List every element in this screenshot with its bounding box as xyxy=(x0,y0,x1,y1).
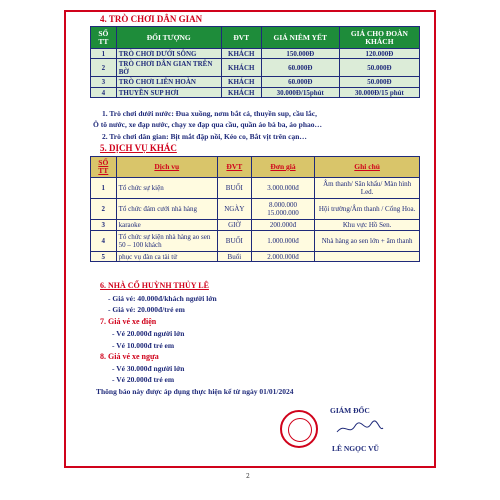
note-water-games-2: Ô tô nước, xe đạp nước, chạy xe đạp qua cầu, quần áo bà ba, áo phao… xyxy=(93,120,323,129)
ecar-child-price: - Vé 10.000đ trẻ em xyxy=(112,341,175,350)
horse-adult-price: - Vé 30.000đ người lớn xyxy=(112,364,185,373)
services-table xyxy=(90,156,420,262)
col-unit: ĐVT xyxy=(217,157,251,178)
note-water-games-1: 1. Trò chơi dưới nước: Đua xuồng, nơm bắt cá, thuyền sup, cầu lắc, xyxy=(102,109,317,118)
section6-title: 6. NHÀ CỔ HUỲNH THỦY LÊ xyxy=(100,281,209,290)
horse-child-price: - Vé 20.000đ trẻ em xyxy=(112,375,175,384)
table-row: 4 Tổ chức sự kiện nhà hàng ao sen 50 – 100 khách BUỔI 1.000.000đ Nhà hàng ao sen lớn + âm thanh xyxy=(91,231,420,252)
house-adult-price: - Giá vé: 40.000đ/khách người lớn xyxy=(108,294,217,303)
col-unit: ĐVT xyxy=(221,27,261,49)
table-row: 2 Tổ chức đám cưới nhà hàng NGÀY 8.000.000 15.000.000 Hội trường/Âm thanh / Cổng Hoa. xyxy=(91,199,420,220)
games-table xyxy=(90,26,420,98)
page-number: 2 xyxy=(246,473,250,480)
ecar-adult-price: - Vé 20.000đ người lớn xyxy=(112,329,185,338)
section7-title: 7. Giá vé xe điện xyxy=(100,317,157,326)
section4-title: 4. TRÒ CHƠI DÂN GIAN xyxy=(100,14,203,24)
table-row: 2 TRÒ CHƠI DÂN GIAN TRÊN BỜ KHÁCH 60.000Đ 50.000Đ xyxy=(91,59,420,77)
house-child-price: - Giá vé: 20.000đ/trẻ em xyxy=(108,305,185,314)
table-row: 1 Tổ chức sự kiện BUỔI 3.000.000đ Âm thanh/ Sân khấu/ Màn hình Led. xyxy=(91,178,420,199)
signer-name: LÊ NGỌC VŨ xyxy=(332,444,379,453)
col-no: SỐ TT xyxy=(91,157,117,178)
official-seal xyxy=(280,410,318,448)
table-row: 5 phục vụ đàn ca tài tử Buổi 2.000.000đ xyxy=(91,252,420,262)
table-row: 3 karaoke GIỜ 200.000đ Khu vực Hồ Sen. xyxy=(91,220,420,231)
col-no: SỐ TT xyxy=(91,27,117,49)
signature-scribble xyxy=(335,418,385,438)
section5-title: 5. DỊCH VỤ KHÁC xyxy=(100,143,177,153)
section8-title: 8. Giá vé xe ngựa xyxy=(100,352,159,361)
table-row: 1 TRÒ CHƠI DƯỚI SÔNG KHÁCH 150.000Đ 120.000Đ xyxy=(91,49,420,59)
note-folk-games: 2. Trò chơi dân gian: Bịt mắt đập nồi, Kéo co, Bắt vịt trên cạn… xyxy=(102,132,307,141)
effective-notice: Thông báo này được áp dụng thực hiện kể từ ngày 01/01/2024 xyxy=(96,387,294,396)
col-list-price: GIÁ NIÊM YẾT xyxy=(261,27,339,49)
col-group-price: GIÁ CHO ĐOÀN KHÁCH xyxy=(339,27,419,49)
col-price: Đơn giá xyxy=(251,157,314,178)
table-row: 3 TRÒ CHƠI LIÊN HOÀN KHÁCH 60.000Đ 50.000Đ xyxy=(91,77,420,88)
signer-role: GIÁM ĐỐC xyxy=(330,406,370,415)
col-service: Dịch vụ xyxy=(116,157,217,178)
col-note: Ghi chú xyxy=(315,157,420,178)
col-object: ĐỐI TƯỢNG xyxy=(116,27,221,49)
table-row: 4 THUYỀN SUP HƠI KHÁCH 30.000Đ/15phút 30.000Đ/15 phút xyxy=(91,88,420,98)
